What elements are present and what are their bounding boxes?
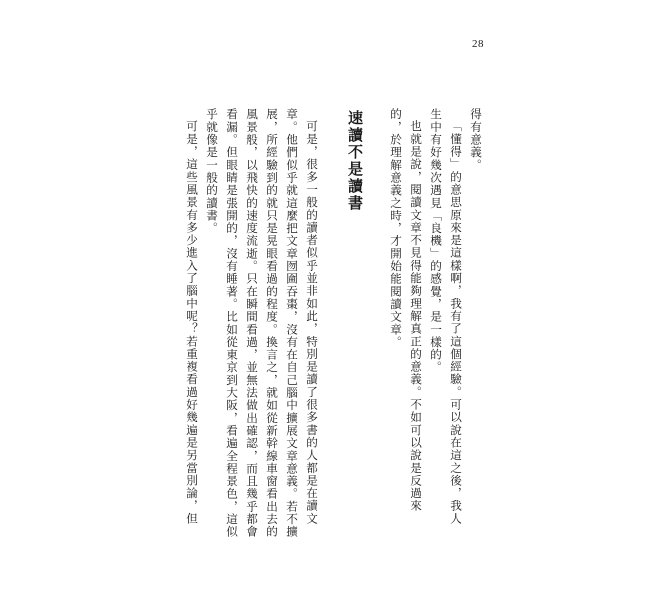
text-column: 章。他們似乎就這麼把文章囫圇吞棗，沒有在自己腦中擴展文章意義。若不擴 xyxy=(285,108,299,539)
text-column: 風景般，以飛快的速度流逝。只在瞬間看過，並無法做出確認，而且幾乎都會 xyxy=(245,108,259,539)
text-column: 乎就像是一般的讀書。 xyxy=(205,108,219,235)
text-column: 看漏。但眼睛是張開的，沒有睡著。比如從東京到大阪，看遍全程景色，這似 xyxy=(225,108,239,539)
text-column: 生中有好幾次遇見「良機」的感覺，是一樣的。 xyxy=(429,108,443,374)
text-column: 也就是說，閱讀文章不見得能夠理解真正的意義。不如可以說是反過來 xyxy=(409,120,423,513)
page-number: 28 xyxy=(472,38,484,50)
text-column: 展，所經驗到的就只是晃眼看過的程度。換言之，就如從新幹線車窗看出去的 xyxy=(265,108,279,539)
section-heading: 速讀不是讀書 xyxy=(346,110,364,212)
text-column: 可是，這些風景有多少進入了腦中呢？若重複看過好幾遍是另當別論，但 xyxy=(185,120,199,525)
text-column: 可是，很多一般的讀者似乎並非如此，特別是讀了很多書的人都是在讀文 xyxy=(305,120,319,525)
text-column: 得有意義。 xyxy=(469,108,483,172)
text-column: 「懂得」的意思原來是這樣啊，我有了這個經驗。可以說在這之後，我人 xyxy=(449,120,463,525)
text-column: 的，於理解意義之時，才開始能閱讀文章。 xyxy=(389,108,403,349)
